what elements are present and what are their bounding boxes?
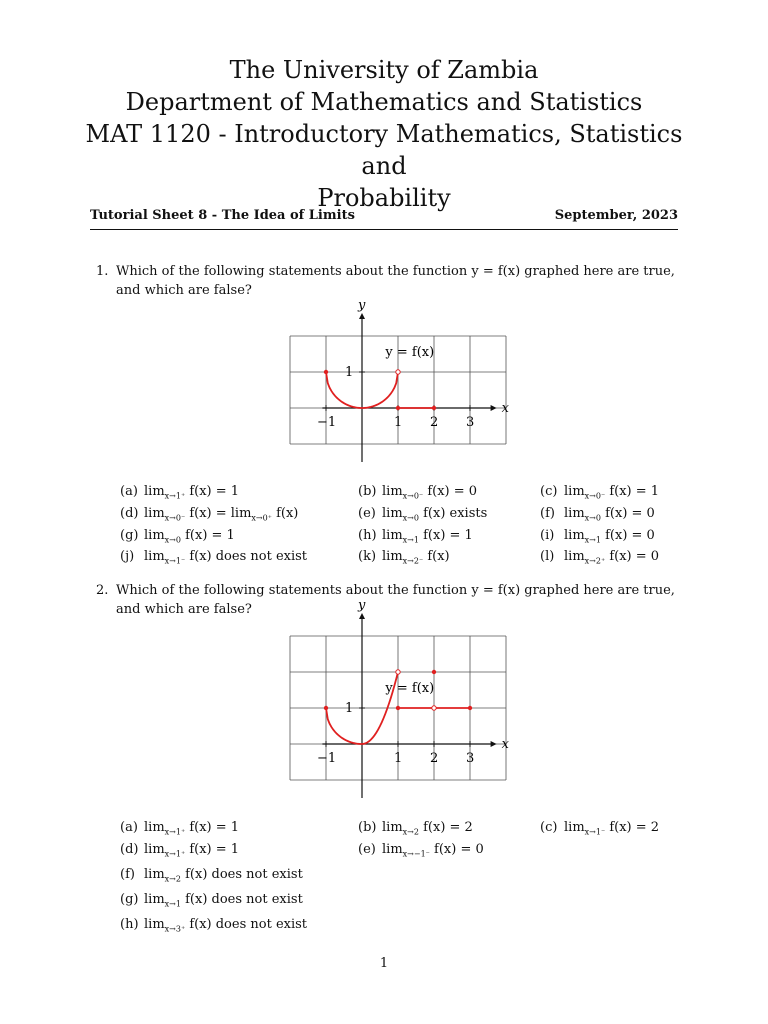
q2-option-c: (c) $\lim_{x\to 1^-} f(x) = 2$ bbox=[540, 820, 660, 837]
page-number: 1 bbox=[379, 956, 389, 971]
closed-point bbox=[432, 670, 436, 674]
open-point bbox=[396, 670, 400, 674]
title-university: The University of Zambia bbox=[229, 56, 539, 84]
title-department: Department of Mathematics and Statistics bbox=[125, 88, 643, 116]
curve-right-arc bbox=[362, 372, 398, 408]
option-label: (c) bbox=[540, 484, 558, 499]
option-label: (d) bbox=[120, 842, 139, 857]
option-label: (e) bbox=[358, 842, 376, 857]
q1-option-d: (d) $\lim_{x\to 0^-} f(x) = \lim_{x\to 0^+} f(x)$ bbox=[120, 506, 299, 523]
open-point bbox=[396, 370, 400, 374]
question-text: Which of the following statements about the function y = f(x) graphed here are true, and which are false? bbox=[116, 264, 675, 298]
y-axis-label: y bbox=[358, 598, 366, 613]
closed-point bbox=[396, 406, 400, 410]
x-tick-label: 3 bbox=[466, 751, 475, 766]
x-tick-label: 2 bbox=[430, 751, 439, 766]
curve-left-arc bbox=[326, 372, 362, 408]
q2-option-f: (f) $\lim_{x\to 2} f(x)$ does not exist bbox=[120, 867, 303, 884]
function-label: y = f(x) bbox=[385, 344, 435, 360]
x-tick-label: 3 bbox=[466, 415, 475, 430]
option-label: (l) bbox=[540, 549, 555, 564]
x-axis-label: x bbox=[501, 737, 509, 752]
sheet-title: Tutorial Sheet 8 - The Idea of Limits bbox=[90, 208, 355, 223]
q1-option-h: (h) $\lim_{x\to 1} f(x) = 1$ bbox=[358, 528, 473, 545]
closed-point bbox=[396, 706, 400, 710]
option-label: (f) bbox=[120, 867, 135, 882]
question-text: Which of the following statements about the function y = f(x) graphed here are true, and which are false? bbox=[116, 583, 675, 617]
q1-option-j: (j) $\lim_{x\to 1^-} f(x)$ does not exist bbox=[120, 549, 308, 566]
q1-option-a: (a) $\lim_{x\to 1^+} f(x) = 1$ bbox=[120, 484, 240, 501]
y-axis-arrow bbox=[359, 313, 365, 319]
q1-option-b: (b) $\lim_{x\to 0^-} f(x) = 0$ bbox=[358, 484, 478, 501]
x-axis-arrow bbox=[491, 405, 497, 411]
title-course-cont: Probability bbox=[317, 184, 451, 212]
question-number: 2. bbox=[96, 583, 109, 598]
option-label: (g) bbox=[120, 528, 139, 543]
option-label: (b) bbox=[358, 484, 377, 499]
closed-point bbox=[432, 406, 436, 410]
option-label: (h) bbox=[358, 528, 377, 543]
open-point bbox=[432, 706, 436, 710]
option-label: (k) bbox=[358, 549, 377, 564]
document-title bbox=[60, 54, 708, 214]
title-course: MAT 1120 - Introductory Mathematics, Statistics and bbox=[85, 120, 683, 180]
option-label: (a) bbox=[120, 820, 138, 835]
option-label: (b) bbox=[358, 820, 377, 835]
q1-option-i: (i) $\lim_{x\to 1} f(x) = 0$ bbox=[540, 528, 655, 545]
option-label: (g) bbox=[120, 892, 139, 907]
option-label: (j) bbox=[120, 549, 135, 564]
q2-option-e: (e) $\lim_{x\to-1^-} f(x) = 0$ bbox=[358, 842, 484, 859]
option-label: (a) bbox=[120, 484, 138, 499]
curve-left-arc bbox=[326, 708, 362, 744]
question-1 bbox=[96, 262, 686, 300]
q2-option-b: (b) $\lim_{x\to 2} f(x) = 2$ bbox=[358, 820, 473, 837]
option-label: (f) bbox=[540, 506, 555, 521]
x-axis-label: x bbox=[501, 401, 509, 416]
x-tick-label: −1 bbox=[317, 415, 337, 430]
q2-option-g: (g) $\lim_{x\to 1} f(x)$ does not exist bbox=[120, 892, 303, 909]
q1-option-e: (e) $\lim_{x\to 0} f(x)$ exists bbox=[358, 506, 488, 523]
y-tick-label: 1 bbox=[345, 365, 354, 380]
q1-option-l: (l) $\lim_{x\to 2^+} f(x) = 0$ bbox=[540, 549, 660, 566]
option-label: (e) bbox=[358, 506, 376, 521]
x-tick-label: 1 bbox=[394, 751, 403, 766]
question-2 bbox=[96, 581, 686, 619]
x-tick-label: 1 bbox=[394, 415, 403, 430]
graph-q1 bbox=[280, 298, 510, 467]
closed-point bbox=[324, 706, 328, 710]
function-label: y = f(x) bbox=[385, 680, 435, 696]
x-tick-label: −1 bbox=[317, 751, 337, 766]
y-tick-label: 1 bbox=[345, 701, 354, 716]
x-axis-arrow bbox=[491, 741, 497, 747]
x-tick-label: 2 bbox=[430, 415, 439, 430]
header-rule bbox=[90, 229, 678, 230]
closed-point bbox=[468, 706, 472, 710]
q2-option-a: (a) $\lim_{x\to 1^+} f(x) = 1$ bbox=[120, 820, 240, 837]
option-label: (i) bbox=[540, 528, 555, 543]
option-label: (d) bbox=[120, 506, 139, 521]
q1-option-c: (c) $\lim_{x\to 0^-} f(x) = 1$ bbox=[540, 484, 660, 501]
q2-option-h: (h) $\lim_{x\to 3^+} f(x)$ does not exist bbox=[120, 917, 308, 934]
closed-point bbox=[324, 370, 328, 374]
sheet-date: September, 2023 bbox=[554, 208, 678, 223]
option-label: (h) bbox=[120, 917, 139, 932]
q1-option-k: (k) $\lim_{x\to 2^-} f(x)$ bbox=[358, 549, 450, 566]
question-number: 1. bbox=[96, 264, 109, 279]
option-label: (c) bbox=[540, 820, 558, 835]
y-axis-label: y bbox=[358, 298, 366, 313]
graph-q2 bbox=[280, 598, 510, 802]
q1-option-g: (g) $\lim_{x\to 0} f(x) = 1$ bbox=[120, 528, 235, 545]
q2-option-d: (d) $\lim_{x\to 1^+} f(x) = 1$ bbox=[120, 842, 240, 859]
sheet-header bbox=[90, 208, 678, 223]
q1-option-f: (f) $\lim_{x\to 0} f(x) = 0$ bbox=[540, 506, 655, 523]
